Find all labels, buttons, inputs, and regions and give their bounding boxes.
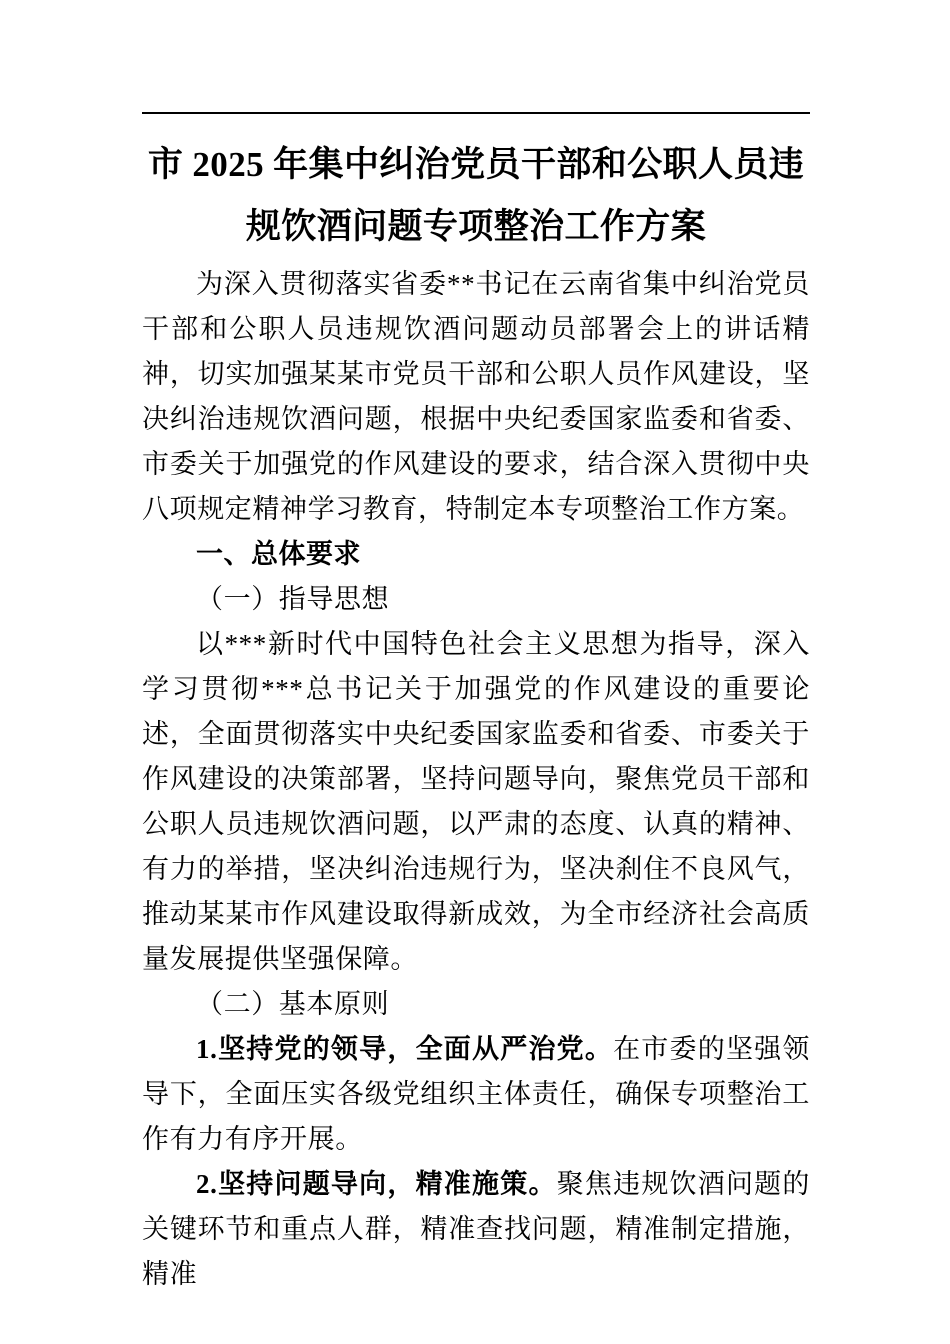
subsection-heading-basic-principles: （二）基本原则 [196, 989, 390, 1019]
principle-point-1 [142, 1027, 810, 1162]
header-divider-rule [142, 112, 810, 114]
principle-1-lead: 坚持党的领导，全面从严治党。 [217, 1034, 614, 1064]
principle-point-2 [142, 1162, 810, 1297]
document-title: 市 2025 年集中纠治党员干部和公职人员违规饮酒问题专项整治工作方案 [147, 145, 805, 246]
subsection-heading-guiding-ideology: （一）指导思想 [196, 584, 390, 614]
principle-2-number: 2. [196, 1169, 218, 1199]
principle-1-body: 在市委的坚强领导下，全面压实各级党组织主体责任，确保专项整治工作有力有序开展。 [142, 1034, 810, 1154]
document-content [142, 124, 810, 1297]
principle-2-lead: 坚持问题导向，精准施策。 [217, 1169, 557, 1199]
intro-paragraph: 为深入贯彻落实省委**书记在云南省集中纠治党员干部和公职人员违规饮酒问题动员部署会上的讲话精神，切实加强某某市党员干部和公职人员作风建设，坚决纠治违规饮酒问题，根据中央纪委国家监委和省委、市委关于加强党的作风建设的要求，结合深入贯彻中央八项规定精神学习教育，特制定本专项整治工作方案。 [142, 269, 810, 524]
principle-2-body: 聚焦违规饮酒问题的关键环节和重点人群，精准查找问题，精准制定措施，精准 [142, 1169, 811, 1289]
principle-1-number: 1. [196, 1034, 218, 1064]
section-heading-1: 一、总体要求 [196, 539, 361, 569]
guiding-ideology-body: 以***新时代中国特色社会主义思想为指导，深入学习贯彻***总书记关于加强党的作风建设的重要论述，全面贯彻落实中央纪委国家监委和省委、市委关于作风建设的决策部署，坚持问题导向，聚焦党员干部和公职人员违规饮酒问题，以严肃的态度、认真的精神、有力的举措，坚决纠治违规行为，坚决刹住不良风气，推动某某市作风建设取得新成效，为全市经济社会高质量发展提供坚强保障。 [142, 629, 810, 974]
